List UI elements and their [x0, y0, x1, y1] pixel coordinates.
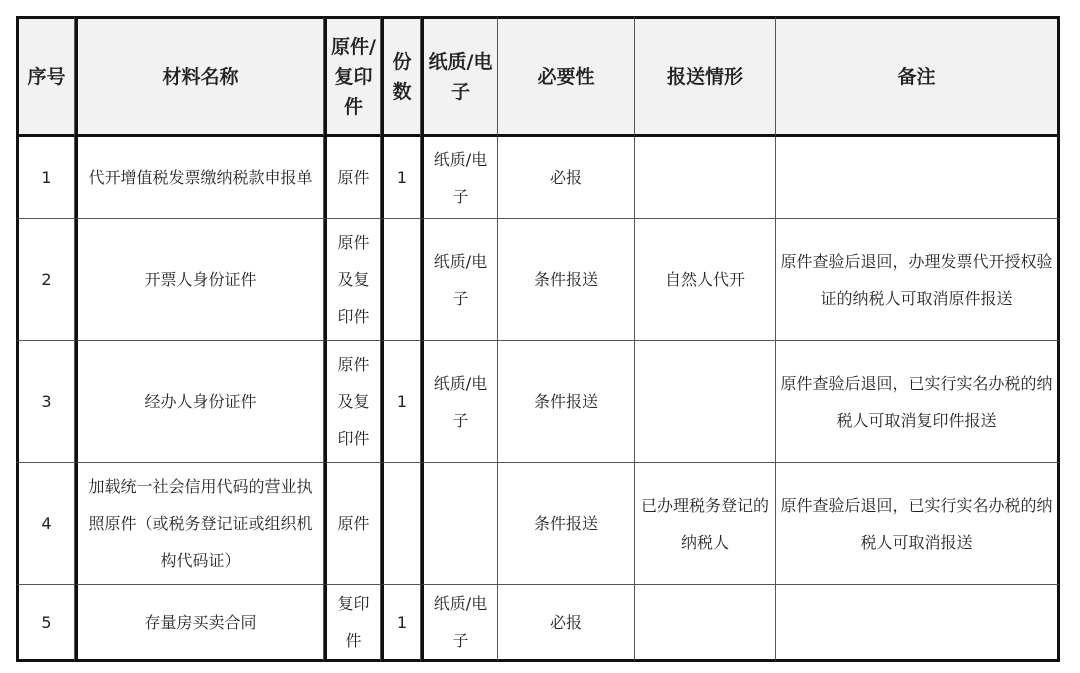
cell-required: 必报 [498, 585, 635, 662]
cell-remark [776, 137, 1060, 219]
cell-type: 复印件 [324, 585, 381, 662]
table-row [16, 137, 1060, 219]
cell-remark: 原件查验后退回，办理发票代开授权验证的纳税人可取消原件报送 [776, 219, 1060, 341]
header-required: 必要性 [498, 16, 635, 137]
cell-count [381, 219, 421, 341]
cell-no: 4 [16, 463, 75, 585]
header-type: 原件/复印件 [324, 16, 381, 137]
cell-required: 条件报送 [498, 341, 635, 463]
cell-name: 经办人身份证件 [75, 341, 324, 463]
cell-required: 条件报送 [498, 219, 635, 341]
cell-medium: 纸质/电子 [421, 137, 498, 219]
cell-count: 1 [381, 585, 421, 662]
cell-no: 3 [16, 341, 75, 463]
header-no: 序号 [16, 16, 75, 137]
cell-name: 代开增值税发票缴纳税款申报单 [75, 137, 324, 219]
cell-type: 原件及复印件 [324, 341, 381, 463]
cell-name: 开票人身份证件 [75, 219, 324, 341]
materials-table [16, 16, 1060, 662]
table-row [16, 585, 1060, 662]
header-remark: 备注 [776, 16, 1060, 137]
header-name: 材料名称 [75, 16, 324, 137]
table-row [16, 341, 1060, 463]
table-row [16, 463, 1060, 585]
cell-required: 必报 [498, 137, 635, 219]
cell-type: 原件 [324, 463, 381, 585]
header-row [16, 16, 1060, 137]
cell-case [635, 341, 776, 463]
header-case: 报送情形 [635, 16, 776, 137]
cell-no: 1 [16, 137, 75, 219]
table-row [16, 219, 1060, 341]
cell-remark [776, 585, 1060, 662]
cell-type: 原件及复印件 [324, 219, 381, 341]
cell-case: 自然人代开 [635, 219, 776, 341]
cell-case [635, 585, 776, 662]
cell-remark: 原件查验后退回，已实行实名办税的纳税人可取消复印件报送 [776, 341, 1060, 463]
cell-medium: 纸质/电子 [421, 219, 498, 341]
cell-count: 1 [381, 137, 421, 219]
cell-remark: 原件查验后退回，已实行实名办税的纳税人可取消报送 [776, 463, 1060, 585]
cell-no: 5 [16, 585, 75, 662]
cell-name: 加载统一社会信用代码的营业执照原件（或税务登记证或组织机构代码证） [75, 463, 324, 585]
cell-required: 条件报送 [498, 463, 635, 585]
cell-count: 1 [381, 341, 421, 463]
cell-no: 2 [16, 219, 75, 341]
header-count: 份数 [381, 16, 421, 137]
cell-medium: 纸质/电子 [421, 585, 498, 662]
cell-type: 原件 [324, 137, 381, 219]
header-medium: 纸质/电子 [421, 16, 498, 137]
cell-medium [421, 463, 498, 585]
cell-medium: 纸质/电子 [421, 341, 498, 463]
cell-count [381, 463, 421, 585]
cell-case: 已办理税务登记的纳税人 [635, 463, 776, 585]
cell-name: 存量房买卖合同 [75, 585, 324, 662]
cell-case [635, 137, 776, 219]
